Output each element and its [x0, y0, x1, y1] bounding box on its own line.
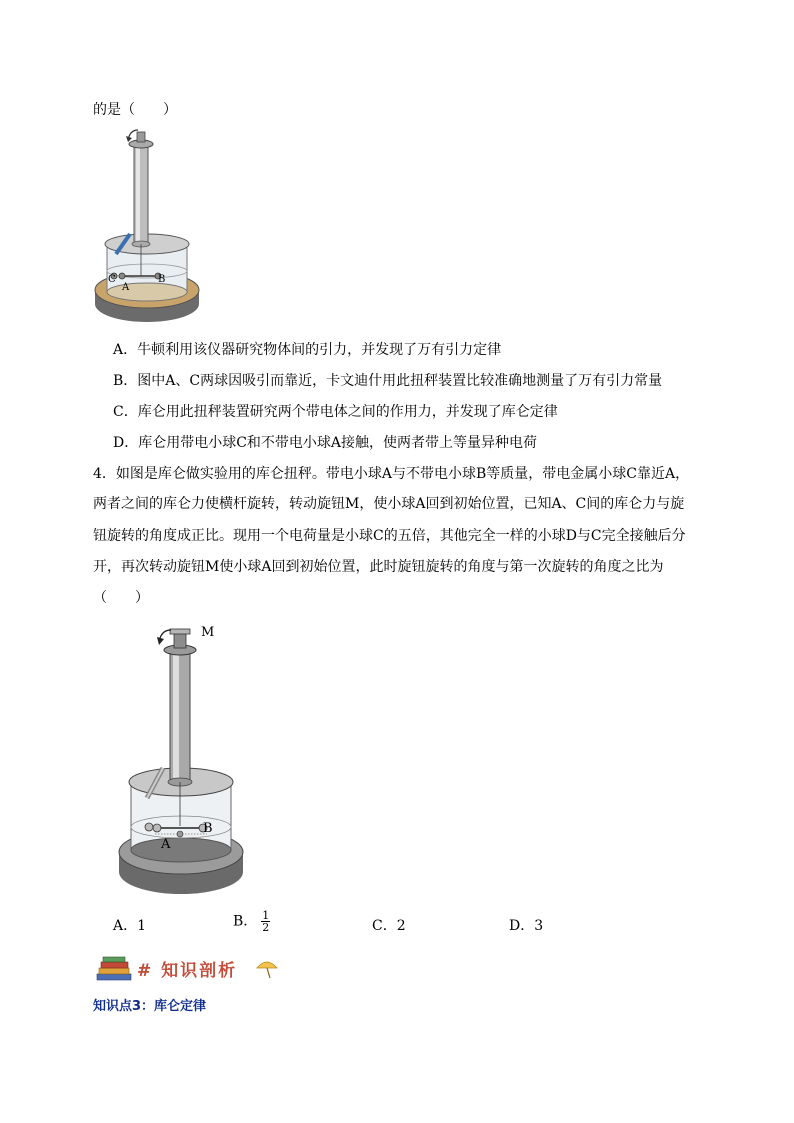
label-m: M: [201, 625, 215, 640]
label-a: A: [122, 282, 130, 293]
torsion-balance-figure-2: [115, 620, 250, 902]
q4-line-2: 两者之间的库仑力使横杆旋转，转动旋钮M，使小球A回到初始位置，已知A、C间的库仑力与旋: [93, 496, 685, 512]
knowledge-point-heading: 知识点3：库仑定律: [93, 999, 207, 1014]
q4-choice-b-fraction: [261, 910, 270, 933]
label-a-2: A: [161, 837, 171, 852]
q4-line-5: （ ）: [93, 590, 149, 606]
q4-line-4: 开，再次转动旋钮M使小球A回到初始位置，此时旋钮旋转的角度与第一次旋转的角度之比为: [93, 559, 664, 575]
q4-line-3: 钮旋转的角度成正比。现用一个电荷量是小球C的五倍，其他完全一样的小球D与C完全接触后分: [93, 528, 686, 544]
q4-choice-d: D．3: [509, 918, 544, 934]
fraction-numerator: 1: [262, 909, 270, 922]
q4-choice-c: C．2: [372, 918, 406, 934]
section-banner: [95, 954, 285, 982]
q4-choice-b-prefix: B．: [233, 913, 258, 930]
q3-option-d: D．库仑用带电小球C和不带电小球A接触，使两者带上等量异种电荷: [113, 435, 538, 451]
label-b-2: B: [203, 821, 213, 836]
q4-choice-a: A．1: [113, 918, 147, 934]
books-icon: [95, 954, 135, 982]
fraction-denominator: 2: [262, 921, 270, 934]
label-b: B: [158, 274, 166, 285]
q3-option-b: B．图中A、C两球因吸引而靠近，卡文迪什用此扭秤装置比较准确地测量了万有引力常量: [113, 373, 663, 389]
section-banner-title: # 知识剖析: [137, 961, 238, 981]
label-c: C: [108, 274, 116, 285]
q4-line-1: 4．如图是库仑做实验用的库仑扭秤。带电小球A与不带电小球B等质量，带电金属小球C靠近A，: [93, 466, 690, 482]
torsion-balance-figure-1: [92, 126, 202, 331]
q3-option-a: A．牛顿利用该仪器研究物体间的引力，并发现了万有引力定律: [113, 342, 502, 358]
q3-tail: 的是（ ）: [93, 102, 177, 118]
umbrella-icon: [255, 956, 279, 980]
q4-choice-b: [233, 910, 270, 933]
q3-option-c: C．库仑用此扭秤装置研究两个带电体之间的作用力，并发现了库仑定律: [113, 404, 558, 420]
